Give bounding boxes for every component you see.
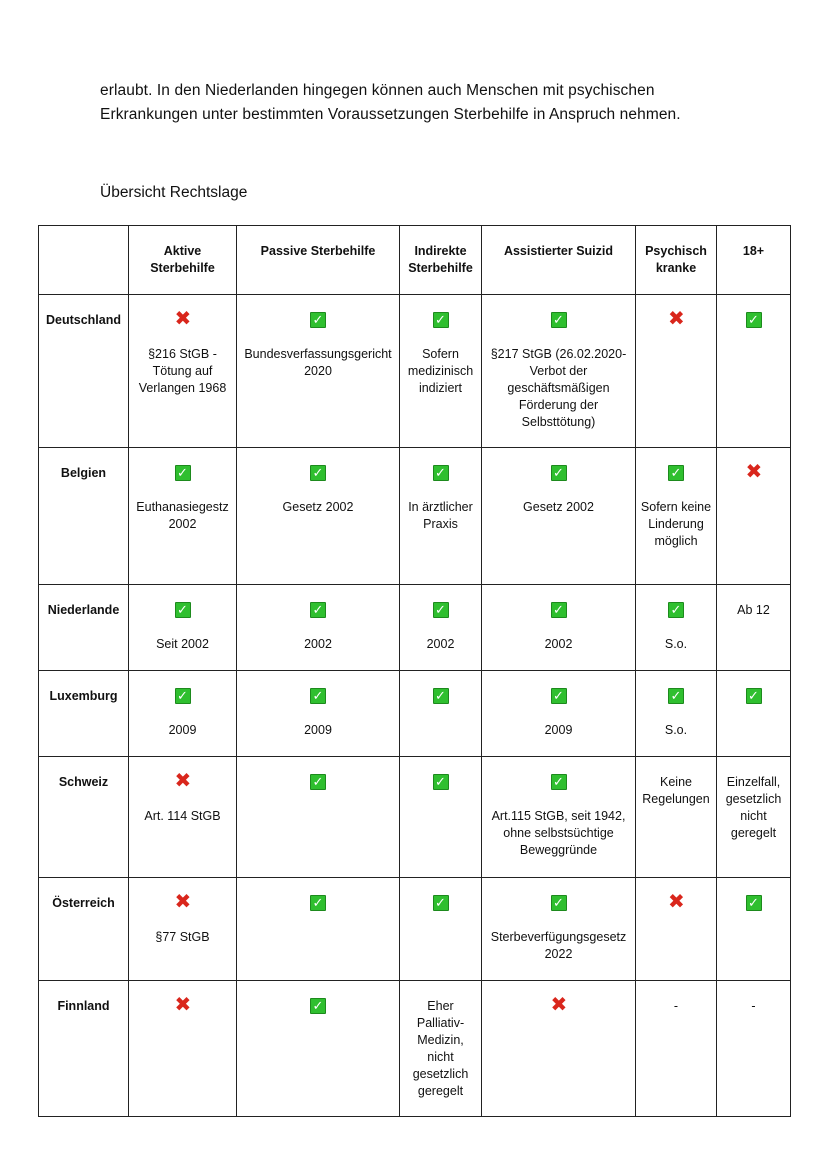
column-header: Assistierter Suizid [482, 226, 636, 295]
cell-note: §216 StGB - Tötung auf Verlangen 1968 [138, 347, 227, 395]
table-cell [237, 757, 400, 878]
cell-note: §77 StGB [155, 930, 210, 944]
check-box-icon: ✓ [668, 602, 684, 618]
header-row [39, 226, 791, 295]
table-cell [129, 295, 237, 448]
cross-icon: ✖ [668, 891, 685, 913]
cross-icon: ✖ [174, 770, 192, 792]
country-name: Niederlande [39, 585, 129, 671]
cell-note: 2009 [544, 723, 573, 737]
table-cell [400, 585, 482, 671]
cell-note: Sofern keine Linderung möglich [640, 500, 712, 548]
cell-note: Sterbeverfügungsgesetz 2022 [490, 930, 627, 961]
check-box-icon: ✓ [668, 688, 684, 704]
country-name: Schweiz [39, 757, 129, 878]
cell-note: Sofern medizinisch indiziert [407, 347, 474, 395]
country-name: Österreich [39, 878, 129, 981]
table-cell [482, 981, 636, 1117]
table-row [39, 878, 791, 981]
table-cell [237, 448, 400, 585]
country-name: Deutschland [39, 295, 129, 448]
table-cell [482, 295, 636, 448]
table-cell [636, 981, 717, 1117]
cell-note: Ab 12 [737, 603, 770, 617]
table-cell [482, 757, 636, 878]
table-cell [129, 671, 237, 757]
check-box-icon: ✓ [433, 895, 449, 911]
table-cell [717, 878, 791, 981]
table-cell [636, 448, 717, 585]
table-cell [400, 448, 482, 585]
cell-note: §217 StGB (26.02.2020- Verbot der geschäftsmäßigen Förderung der Selbsttötung) [490, 347, 627, 429]
check-box-icon: ✓ [310, 998, 326, 1014]
cell-note: 2002 [544, 637, 573, 651]
check-box-icon: ✓ [433, 602, 449, 618]
check-box-icon: ✓ [551, 895, 567, 911]
table-cell [400, 878, 482, 981]
table-cell [482, 671, 636, 757]
table-cell [636, 878, 717, 981]
table-row [39, 671, 791, 757]
table-cell [636, 585, 717, 671]
check-box-icon: ✓ [551, 312, 567, 328]
cell-note: Seit 2002 [156, 637, 209, 651]
cell-note: - [673, 999, 679, 1013]
table-cell [717, 671, 791, 757]
cell-note: 2002 [304, 637, 332, 651]
cell-note: 2009 [304, 723, 332, 737]
table-row [39, 585, 791, 671]
check-box-icon: ✓ [175, 602, 191, 618]
check-box-icon: ✓ [746, 312, 762, 328]
check-box-icon: ✓ [551, 774, 567, 790]
table-cell [129, 981, 237, 1117]
table-cell [237, 671, 400, 757]
table-cell [717, 757, 791, 878]
check-box-icon: ✓ [310, 895, 326, 911]
table-cell [717, 585, 791, 671]
table-cell [129, 585, 237, 671]
cell-note: S.o. [664, 723, 688, 737]
check-box-icon: ✓ [668, 465, 684, 481]
cell-note: Gesetz 2002 [523, 500, 594, 514]
table-cell [237, 585, 400, 671]
cell-note: In ärztlicher Praxis [408, 500, 473, 531]
cross-icon: ✖ [174, 994, 192, 1016]
cell-note: Eher Palliativ-Medizin, nicht gesetzlich geregelt [412, 999, 469, 1098]
cross-icon: ✖ [174, 308, 192, 330]
check-box-icon: ✓ [433, 465, 449, 481]
table-cell [237, 878, 400, 981]
check-box-icon: ✓ [746, 895, 762, 911]
check-box-icon: ✓ [175, 688, 191, 704]
cell-note: 2009 [168, 723, 197, 737]
table-cell [717, 448, 791, 585]
cross-icon: ✖ [174, 891, 192, 913]
table-cell [129, 878, 237, 981]
column-header: Psychisch kranke [636, 226, 717, 295]
table-row [39, 295, 791, 448]
column-header: Indirekte Sterbehilfe [400, 226, 482, 295]
cell-note: Bundesverfassungsgericht 2020 [244, 347, 392, 378]
country-name: Belgien [39, 448, 129, 585]
cell-note: 2002 [426, 637, 455, 651]
intro-line-1: erlaubt. In den Niederlanden hingegen können auch Menschen mit psychischen [100, 82, 655, 99]
cell-note: Gesetz 2002 [282, 500, 354, 514]
table-cell [482, 878, 636, 981]
cross-icon: ✖ [745, 461, 763, 483]
cell-note: Keine Regelungen [642, 775, 710, 806]
column-header: 18+ [717, 226, 791, 295]
legal-overview-table [38, 225, 791, 1117]
table-cell [400, 671, 482, 757]
table-cell [400, 981, 482, 1117]
check-box-icon: ✓ [310, 688, 326, 704]
table-cell [129, 757, 237, 878]
section-heading: Übersicht Rechtslage [100, 184, 248, 201]
check-box-icon: ✓ [551, 465, 567, 481]
intro-paragraph [100, 79, 740, 127]
table-cell [636, 295, 717, 448]
table-cell [237, 981, 400, 1117]
intro-line-2: Erkrankungen unter bestimmten Voraussetzungen Sterbehilfe in Anspruch nehmen. [100, 106, 681, 123]
cell-note: S.o. [664, 637, 688, 651]
cell-note: - [751, 999, 756, 1013]
table-cell [129, 448, 237, 585]
table-cell [636, 757, 717, 878]
check-box-icon: ✓ [175, 465, 191, 481]
check-box-icon: ✓ [310, 602, 326, 618]
table-cell [482, 585, 636, 671]
country-name: Finnland [39, 981, 129, 1117]
check-box-icon: ✓ [433, 774, 449, 790]
table-cell [482, 448, 636, 585]
country-name: Luxemburg [39, 671, 129, 757]
check-box-icon: ✓ [551, 602, 567, 618]
cross-icon: ✖ [668, 308, 685, 330]
check-box-icon: ✓ [310, 774, 326, 790]
table-cell [400, 295, 482, 448]
cell-note: Euthanasiegestz 2002 [136, 500, 229, 531]
table-body [39, 295, 791, 1117]
check-box-icon: ✓ [551, 688, 567, 704]
cell-note: Einzelfall, gesetzlich nicht geregelt [725, 775, 782, 840]
header-corner-cell [39, 226, 129, 295]
table-cell [717, 295, 791, 448]
check-box-icon: ✓ [433, 688, 449, 704]
cell-note: Art. 114 StGB [144, 809, 221, 823]
table-cell [237, 295, 400, 448]
table-row [39, 448, 791, 585]
column-header: Aktive Sterbehilfe [129, 226, 237, 295]
table-cell [400, 757, 482, 878]
cell-note: Art.115 StGB, seit 1942, ohne selbstsüchtige Beweggründe [491, 809, 626, 857]
check-box-icon: ✓ [310, 465, 326, 481]
check-box-icon: ✓ [433, 312, 449, 328]
cross-icon: ✖ [550, 994, 568, 1016]
table-cell [636, 671, 717, 757]
table-header [39, 226, 791, 295]
table-row [39, 757, 791, 878]
table-cell [717, 981, 791, 1117]
column-header: Passive Sterbehilfe [237, 226, 400, 295]
check-box-icon: ✓ [746, 688, 762, 704]
check-box-icon: ✓ [310, 312, 326, 328]
table-row [39, 981, 791, 1117]
